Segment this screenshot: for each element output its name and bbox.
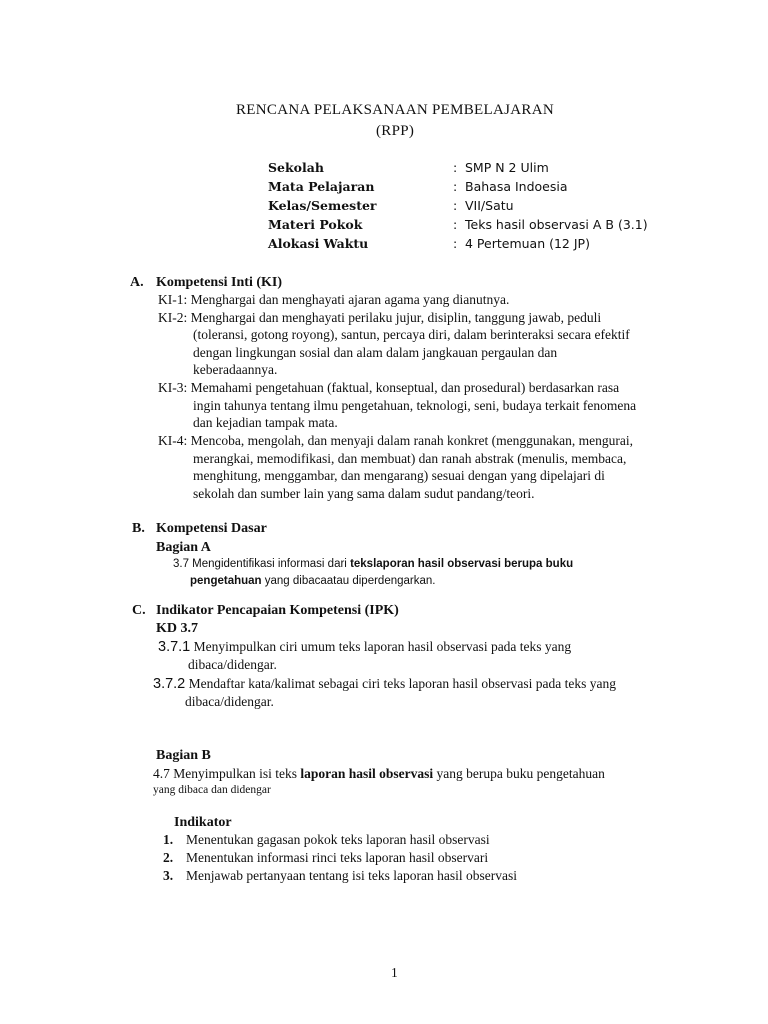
meta-label-topic: Materi Pokok: [268, 217, 363, 232]
indikator-title: Indikator: [174, 815, 232, 830]
meta-value-topic: Teks hasil observasi A B (3.1): [465, 217, 648, 232]
page-number: 1: [391, 965, 398, 980]
ipk-item: 3.7.1 Menyimpulkan ciri umum teks laporan hasil observasi pada teks yang: [158, 639, 572, 655]
ki-line: KI-4: Mencoba, mengolah, dan menyaji dalam ranah konkret (menggunakan, mengurai,: [158, 433, 633, 448]
kd-b-line: 4.7 Menyimpulkan isi teks laporan hasil observasi yang berupa buku pengetahuan: [153, 766, 605, 781]
kd-a-line: 3.7 Mengidentifikasi informasi dari tekslaporan hasil observasi berupa buku: [173, 558, 574, 570]
meta-value-subject: Bahasa Indoesia: [465, 179, 568, 194]
meta-value-time: 4 Pertemuan (12 JP): [465, 236, 590, 251]
ki-line: KI-3: Memahami pengetahuan (faktual, konseptual, dan prosedural) berdasarkan rasa: [158, 380, 620, 395]
meta-label-class: Kelas/Semester: [268, 198, 377, 213]
list-item-text: Menjawab pertanyaan tentang isi teks laporan hasil observasi: [186, 868, 518, 883]
section-a-title: Kompetensi Inti (KI): [156, 275, 282, 290]
meta-colon: :: [453, 160, 458, 175]
ki-line: KI-1: Menghargai dan menghayati ajaran agama yang dianutnya.: [158, 292, 510, 307]
ki-line: KI-2: Menghargai dan menghayati perilaku jujur, disiplin, tanggung jawab, peduli: [158, 310, 602, 325]
kd-label: KD 3.7: [156, 621, 198, 636]
meta-label-subject: Mata Pelajaran: [268, 179, 375, 194]
ipk-item: 3.7.2 Mendaftar kata/kalimat sebagai ciri teks laporan hasil observasi pada teks yang: [153, 676, 616, 692]
meta-colon: :: [453, 198, 458, 213]
ki-line: dengan lingkungan sosial dan alam dalam jangkauan pergaulan dan: [193, 345, 558, 360]
meta-colon: :: [453, 179, 458, 194]
meta-label-time: Alokasi Waktu: [268, 236, 369, 251]
ki-line: (toleransi, gotong royong), santun, percaya diri, dalam berinteraksi secara efektif: [193, 327, 630, 342]
meta-value-school: SMP N 2 Ulim: [465, 160, 549, 175]
section-c-marker: C.: [132, 603, 146, 618]
section-b-marker: B.: [132, 521, 145, 536]
ipk-number: 3.7.2: [153, 676, 186, 692]
ki-line: sekolah dan sumber lain yang sama dalam sudut pandang/teori.: [193, 486, 535, 501]
meta-label-school: Sekolah: [268, 160, 324, 175]
ipk-number: 3.7.1: [158, 639, 191, 655]
kd-a-line: pengetahuan yang dibacaatau diperdengarkan.: [190, 575, 436, 587]
section-a-marker: A.: [130, 275, 144, 290]
document-title: RENCANA PELAKSANAAN PEMBELAJARAN: [236, 102, 554, 118]
ki-line: dan kejadian tampak mata.: [193, 415, 338, 430]
ki-line: keberadaannya.: [193, 362, 278, 377]
section-c-title: Indikator Pencapaian Kompetensi (IPK): [156, 603, 399, 618]
bagian-b-title: Bagian B: [156, 748, 211, 763]
ki-line: ingin tahunya tentang ilmu pengetahuan, teknologi, seni, budaya terkait fenomena: [193, 398, 637, 413]
kd-b-line-cont: yang dibaca dan didengar: [153, 784, 271, 796]
list-item-text: Menentukan informasi rinci teks laporan hasil observari: [186, 850, 489, 865]
ki-line: menghitung, menggambar, dan mengarang) sesuai dengan yang dipelajari di: [193, 468, 605, 483]
list-item: 3.: [163, 868, 174, 883]
section-b-subtitle: Bagian A: [156, 540, 211, 555]
list-item: 1.: [163, 832, 174, 847]
meta-colon: :: [453, 217, 458, 232]
ki-line: merangkai, memodifikasi, dan membuat) dan ranah abstrak (menulis, membaca,: [193, 451, 627, 466]
list-item: 2.: [163, 850, 174, 865]
document-subtitle: (RPP): [376, 123, 415, 139]
section-b-title: Kompetensi Dasar: [156, 521, 267, 536]
ipk-item-cont: dibaca/didengar.: [188, 657, 277, 672]
ipk-item-cont: dibaca/didengar.: [185, 694, 274, 709]
list-item-text: Menentukan gagasan pokok teks laporan hasil observasi: [186, 832, 490, 847]
meta-value-class: VII/Satu: [465, 198, 514, 213]
meta-colon: :: [453, 236, 458, 251]
